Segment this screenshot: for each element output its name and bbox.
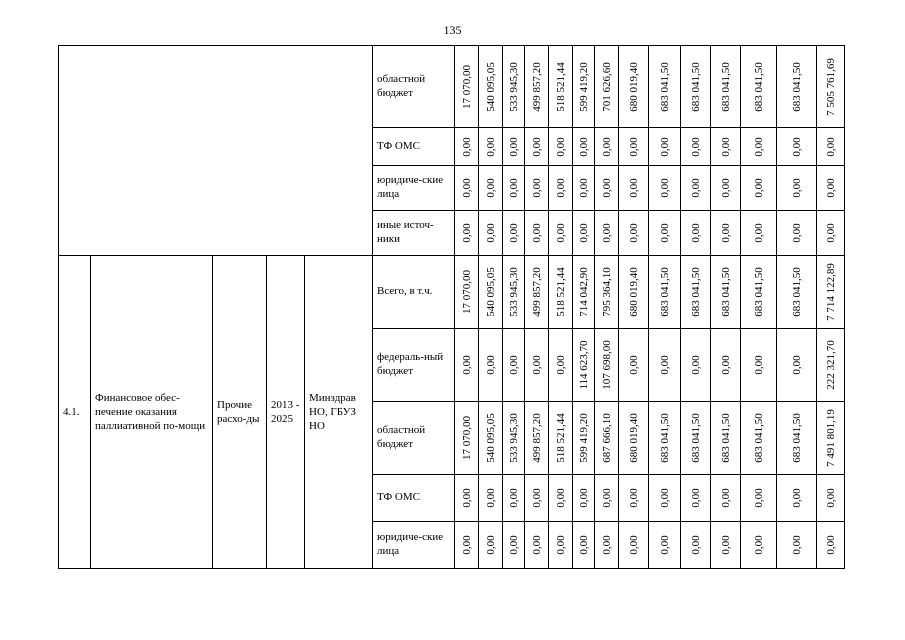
value-cell: [777, 256, 817, 329]
value-cell: [711, 475, 741, 522]
value-cell: [549, 128, 573, 166]
page-number: 135: [443, 23, 462, 37]
value-cell: [681, 522, 711, 569]
value-cell: [573, 211, 595, 256]
funding-source-cell: областной бюджет: [373, 46, 455, 128]
value-cell: [455, 402, 479, 475]
value-text: 499 857,20: [530, 267, 543, 317]
value-cell: [573, 402, 595, 475]
value-cell: [503, 402, 525, 475]
value-cell: [777, 475, 817, 522]
funding-source-cell: ТФ ОМС: [373, 475, 455, 522]
expense-type-cell: Прочие расхо-ды: [213, 256, 267, 569]
value-text: 701 626,60: [600, 61, 613, 112]
value-text: 0,00: [484, 355, 497, 375]
value-text: 0,00: [689, 355, 702, 375]
value-cell: [595, 256, 619, 329]
funding-source-cell: областной бюджет: [373, 402, 455, 475]
value-cell: [619, 522, 649, 569]
value-cell: [817, 522, 845, 569]
value-text: 0,00: [689, 488, 702, 508]
value-cell: [525, 475, 549, 522]
item-name-cell: Финансовое обес-печение оказания паллиативной по-мощи: [91, 256, 213, 569]
value-text: 714 042,90: [577, 267, 590, 317]
value-cell: [595, 46, 619, 128]
value-text: 0,00: [460, 178, 473, 198]
value-cell: [649, 46, 681, 128]
value-cell: [455, 46, 479, 128]
value-text: 114 623,70: [577, 340, 590, 390]
value-cell: [817, 329, 845, 402]
value-cell: [681, 475, 711, 522]
value-cell: [595, 329, 619, 402]
value-text: 0,00: [530, 535, 543, 555]
value-cell: [681, 256, 711, 329]
value-text: 0,00: [460, 223, 473, 243]
value-text: 0,00: [824, 136, 837, 157]
value-text: 0,00: [790, 488, 803, 508]
value-text: 683 041,50: [719, 267, 732, 317]
value-cell: [455, 128, 479, 166]
value-cell: [711, 329, 741, 402]
value-cell: [479, 211, 503, 256]
value-text: 0,00: [658, 488, 671, 508]
value-cell: [777, 128, 817, 166]
value-text: 0,00: [484, 178, 497, 198]
value-cell: [479, 256, 503, 329]
value-cell: [681, 128, 711, 166]
value-cell: [549, 256, 573, 329]
value-text: 7 505 761,69: [824, 57, 837, 116]
value-text: 0,00: [752, 223, 765, 243]
value-cell: [595, 211, 619, 256]
value-cell: [817, 46, 845, 128]
value-text: 0,00: [627, 223, 640, 243]
value-cell: [573, 166, 595, 211]
value-cell: [649, 475, 681, 522]
value-text: 0,00: [484, 535, 497, 555]
value-text: 533 945,30: [507, 61, 520, 112]
value-cell: [619, 402, 649, 475]
value-text: 0,00: [577, 535, 590, 555]
value-cell: [649, 211, 681, 256]
value-text: 680 019,40: [627, 413, 640, 463]
value-cell: [619, 128, 649, 166]
value-text: 0,00: [627, 355, 640, 375]
value-cell: [595, 522, 619, 569]
value-text: 0,00: [600, 136, 613, 157]
value-text: 0,00: [600, 223, 613, 243]
value-cell: [777, 329, 817, 402]
value-text: 0,00: [824, 178, 837, 198]
value-text: 683 041,50: [658, 61, 671, 112]
value-cell: [817, 475, 845, 522]
value-text: 0,00: [530, 223, 543, 243]
value-cell: [595, 128, 619, 166]
value-cell: [455, 256, 479, 329]
value-text: 7 714 122,89: [824, 263, 837, 321]
value-text: 680 019,40: [627, 61, 640, 112]
value-cell: [777, 211, 817, 256]
value-text: 0,00: [460, 136, 473, 157]
value-cell: [711, 522, 741, 569]
value-text: 0,00: [689, 136, 702, 157]
value-text: 518 521,44: [554, 413, 567, 463]
table-body: [59, 46, 845, 569]
value-cell: [503, 522, 525, 569]
value-cell: [817, 166, 845, 211]
value-text: 540 095,05: [484, 413, 497, 463]
value-text: 0,00: [530, 178, 543, 198]
value-text: 0,00: [719, 136, 732, 157]
value-cell: [619, 256, 649, 329]
value-text: 0,00: [530, 488, 543, 508]
table-row: [59, 256, 845, 329]
value-text: 683 041,50: [658, 413, 671, 463]
value-text: 0,00: [507, 136, 520, 157]
value-cell: [681, 211, 711, 256]
value-text: 17 070,00: [460, 270, 473, 314]
value-cell: [741, 211, 777, 256]
value-text: 683 041,50: [719, 413, 732, 463]
value-text: 599 419,20: [577, 413, 590, 463]
value-cell: [525, 522, 549, 569]
value-cell: [525, 402, 549, 475]
value-text: 0,00: [627, 136, 640, 157]
value-cell: [777, 402, 817, 475]
value-cell: [573, 46, 595, 128]
value-cell: [595, 166, 619, 211]
value-cell: [549, 522, 573, 569]
value-cell: [479, 46, 503, 128]
value-text: 599 419,20: [577, 61, 590, 112]
funding-source-cell: ТФ ОМС: [373, 128, 455, 166]
value-cell: [479, 329, 503, 402]
value-text: 518 521,44: [554, 267, 567, 317]
value-cell: [549, 46, 573, 128]
value-text: 0,00: [689, 223, 702, 243]
value-text: 0,00: [752, 355, 765, 375]
value-text: 533 945,30: [507, 413, 520, 463]
value-cell: [741, 329, 777, 402]
value-cell: [777, 522, 817, 569]
value-text: 0,00: [627, 178, 640, 198]
value-text: 683 041,50: [689, 61, 702, 112]
value-text: 0,00: [530, 355, 543, 375]
value-cell: [777, 46, 817, 128]
funding-source-cell: юридиче-ские лица: [373, 522, 455, 569]
value-cell: [711, 402, 741, 475]
value-cell: [711, 46, 741, 128]
value-cell: [549, 329, 573, 402]
value-cell: [525, 211, 549, 256]
funding-source-cell: федераль-ный бюджет: [373, 329, 455, 402]
value-cell: [525, 329, 549, 402]
value-text: 0,00: [719, 535, 732, 555]
value-cell: [619, 475, 649, 522]
value-text: 0,00: [577, 488, 590, 508]
value-cell: [741, 475, 777, 522]
value-cell: [525, 46, 549, 128]
value-text: 499 857,20: [530, 413, 543, 463]
value-text: 0,00: [790, 355, 803, 375]
value-cell: [649, 256, 681, 329]
value-cell: [817, 402, 845, 475]
value-cell: [503, 256, 525, 329]
value-cell: [681, 329, 711, 402]
value-text: 0,00: [790, 136, 803, 157]
value-text: 687 666,10: [600, 413, 613, 463]
value-text: 0,00: [719, 488, 732, 508]
value-cell: [525, 256, 549, 329]
value-text: 683 041,50: [790, 267, 803, 317]
value-cell: [455, 475, 479, 522]
value-text: 683 041,50: [790, 413, 803, 463]
value-text: 0,00: [600, 488, 613, 508]
value-cell: [649, 402, 681, 475]
budget-table: [58, 45, 845, 569]
value-cell: [549, 211, 573, 256]
funding-source-cell: Всего, в т.ч.: [373, 256, 455, 329]
value-text: 0,00: [658, 355, 671, 375]
merged-info-cell: [59, 46, 373, 256]
value-text: 0,00: [484, 136, 497, 157]
funding-source-cell: юридиче-ские лица: [373, 166, 455, 211]
value-cell: [503, 475, 525, 522]
table-row: [59, 46, 845, 128]
value-cell: [741, 256, 777, 329]
value-text: 0,00: [790, 223, 803, 243]
value-cell: [681, 166, 711, 211]
value-cell: [711, 211, 741, 256]
value-cell: [503, 128, 525, 166]
value-text: 795 364,10: [600, 267, 613, 317]
value-text: 0,00: [824, 488, 837, 508]
value-cell: [525, 166, 549, 211]
value-text: 0,00: [658, 535, 671, 555]
value-cell: [817, 256, 845, 329]
value-text: 0,00: [627, 535, 640, 555]
value-text: 0,00: [554, 136, 567, 157]
value-text: 0,00: [530, 136, 543, 157]
value-cell: [503, 166, 525, 211]
value-text: 222 321,70: [824, 340, 837, 390]
value-text: 0,00: [460, 355, 473, 375]
value-cell: [479, 128, 503, 166]
value-cell: [503, 211, 525, 256]
value-cell: [549, 166, 573, 211]
value-cell: [573, 522, 595, 569]
value-text: 0,00: [752, 136, 765, 157]
value-text: 0,00: [658, 178, 671, 198]
value-text: 0,00: [577, 178, 590, 198]
value-text: 0,00: [600, 178, 613, 198]
value-cell: [595, 402, 619, 475]
value-text: 683 041,50: [790, 61, 803, 112]
value-cell: [711, 256, 741, 329]
value-cell: [681, 402, 711, 475]
executor-cell: Минздрав НО, ГБУЗ НО: [305, 256, 373, 569]
value-text: 0,00: [658, 223, 671, 243]
value-cell: [741, 402, 777, 475]
value-text: 0,00: [507, 178, 520, 198]
value-text: 0,00: [507, 535, 520, 555]
value-cell: [455, 329, 479, 402]
value-cell: [479, 475, 503, 522]
value-text: 540 095,05: [484, 61, 497, 112]
value-cell: [817, 128, 845, 166]
value-text: 683 041,50: [689, 267, 702, 317]
value-text: 0,00: [484, 488, 497, 508]
value-text: 0,00: [600, 535, 613, 555]
value-text: 0,00: [507, 488, 520, 508]
value-text: 683 041,50: [719, 61, 732, 112]
value-text: 0,00: [554, 488, 567, 508]
value-cell: [777, 166, 817, 211]
value-text: 0,00: [790, 535, 803, 555]
value-text: 680 019,40: [627, 267, 640, 317]
value-cell: [455, 211, 479, 256]
value-cell: [619, 166, 649, 211]
value-text: 540 095,05: [484, 267, 497, 317]
value-cell: [549, 475, 573, 522]
value-cell: [649, 522, 681, 569]
value-text: 683 041,50: [689, 413, 702, 463]
value-text: 17 070,00: [460, 416, 473, 460]
value-cell: [741, 128, 777, 166]
value-text: 0,00: [554, 223, 567, 243]
value-cell: [525, 128, 549, 166]
value-text: 0,00: [824, 223, 837, 243]
value-text: 533 945,30: [507, 267, 520, 317]
value-text: 683 041,50: [658, 267, 671, 317]
value-text: 0,00: [719, 223, 732, 243]
value-cell: [573, 475, 595, 522]
value-cell: [649, 329, 681, 402]
value-text: 0,00: [658, 136, 671, 157]
value-cell: [595, 475, 619, 522]
value-cell: [619, 46, 649, 128]
value-cell: [573, 128, 595, 166]
value-text: 7 491 801,19: [824, 409, 837, 467]
value-text: 0,00: [577, 223, 590, 243]
value-text: 0,00: [554, 178, 567, 198]
value-text: 499 857,20: [530, 61, 543, 112]
value-text: 0,00: [554, 535, 567, 555]
value-cell: [479, 522, 503, 569]
value-cell: [503, 329, 525, 402]
value-text: 0,00: [719, 178, 732, 198]
value-text: 0,00: [824, 535, 837, 555]
value-text: 0,00: [689, 178, 702, 198]
value-cell: [741, 522, 777, 569]
value-cell: [619, 329, 649, 402]
value-cell: [649, 166, 681, 211]
value-text: 0,00: [790, 178, 803, 198]
value-cell: [681, 46, 711, 128]
value-text: 683 041,50: [752, 61, 765, 112]
value-text: 683 041,50: [752, 413, 765, 463]
value-text: 0,00: [554, 355, 567, 375]
value-text: 17 070,00: [460, 64, 473, 109]
value-cell: [479, 166, 503, 211]
value-text: 0,00: [460, 535, 473, 555]
value-text: 0,00: [484, 223, 497, 243]
value-text: 0,00: [719, 355, 732, 375]
value-text: 0,00: [752, 535, 765, 555]
value-cell: [711, 128, 741, 166]
item-number-cell: 4.1.: [59, 256, 91, 569]
value-cell: [619, 211, 649, 256]
value-cell: [573, 329, 595, 402]
value-text: 0,00: [577, 136, 590, 157]
value-cell: [503, 46, 525, 128]
value-text: 0,00: [507, 223, 520, 243]
value-cell: [817, 211, 845, 256]
value-text: 107 698,00: [600, 340, 613, 390]
value-cell: [455, 522, 479, 569]
value-cell: [649, 128, 681, 166]
value-cell: [549, 402, 573, 475]
period-cell: 2013 - 2025: [267, 256, 305, 569]
value-text: 0,00: [689, 535, 702, 555]
value-text: 0,00: [460, 488, 473, 508]
value-text: 0,00: [752, 488, 765, 508]
value-cell: [711, 166, 741, 211]
value-cell: [741, 46, 777, 128]
value-text: 518 521,44: [554, 61, 567, 112]
value-text: 683 041,50: [752, 267, 765, 317]
value-cell: [479, 402, 503, 475]
value-cell: [741, 166, 777, 211]
funding-source-cell: иные источ-ники: [373, 211, 455, 256]
value-text: 0,00: [507, 355, 520, 375]
value-cell: [573, 256, 595, 329]
value-text: 0,00: [752, 178, 765, 198]
value-text: 0,00: [627, 488, 640, 508]
value-cell: [455, 166, 479, 211]
